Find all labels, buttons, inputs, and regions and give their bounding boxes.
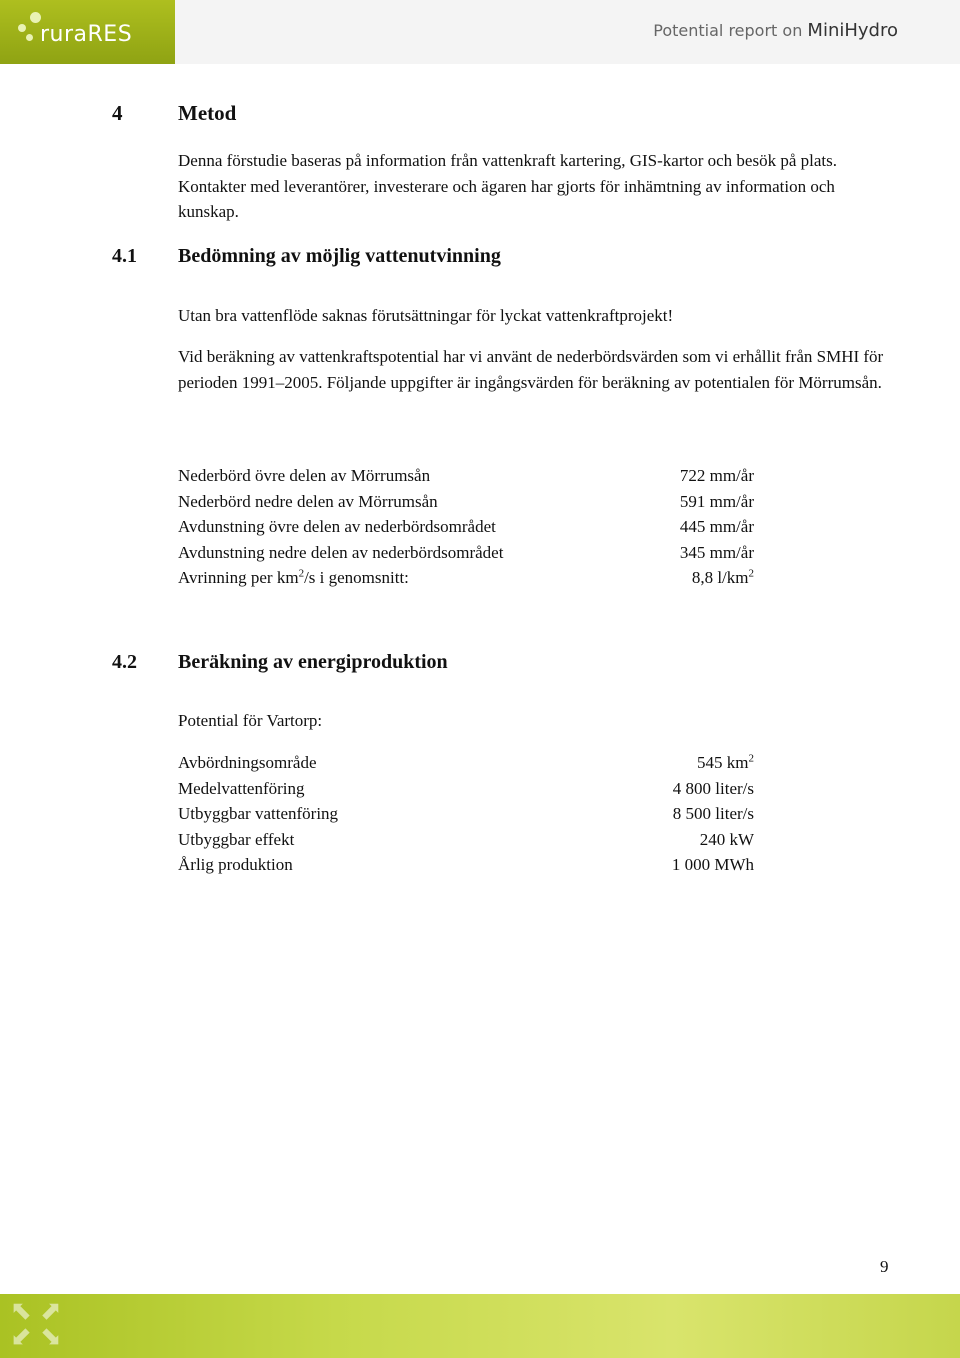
table-row	[178, 801, 754, 827]
row-value: 445 mm/år	[679, 517, 754, 536]
row-label: Årlig produktion	[178, 855, 293, 874]
superscript: 2	[748, 752, 754, 765]
logo-leaf-icon	[18, 24, 26, 32]
superscript: 2	[748, 567, 754, 580]
value-text: 8,8 l/km	[691, 568, 749, 587]
row-label: Avdunstning övre delen av nederbördsområdet	[178, 517, 496, 536]
table-row	[178, 776, 754, 802]
section-4-2-intro: Potential för Vartorp:	[178, 711, 323, 730]
page-footer	[0, 1294, 960, 1358]
report-title-name: MiniHydro	[807, 20, 898, 41]
section-4-2-number: 4.2	[112, 651, 137, 673]
table-row	[178, 540, 754, 566]
row-value: 8 500 liter/s	[672, 804, 754, 823]
row-label: Avdunstning nedre delen av nederbördsområdet	[178, 542, 504, 562]
row-label: Medelvattenföring	[178, 778, 305, 798]
row-value: 240 kW	[699, 829, 754, 849]
arrow-ne-icon: ⬈	[40, 1296, 62, 1326]
section-4-number: 4	[112, 101, 123, 125]
arrow-sw-icon: ⬋	[10, 1322, 32, 1352]
section-4-title: Metod	[178, 101, 237, 125]
report-title-prefix: Potential report on	[653, 21, 808, 40]
logo-text: ruraRES	[40, 22, 133, 47]
section-4-1-number: 4.1	[112, 245, 137, 267]
row-label: Avbördningsområde	[178, 753, 317, 772]
row-value	[697, 750, 754, 776]
logo-leaf-icon	[26, 34, 33, 41]
row-value: 4 800 liter/s	[672, 778, 754, 798]
section-4-1-paragraph-1: Utan bra vattenflöde saknas förutsättningar för lyckat vattenkraftprojekt!	[178, 306, 674, 325]
label-text: /s i genomsnitt:	[304, 568, 409, 587]
table-row	[178, 565, 754, 591]
table-row	[178, 463, 754, 489]
precipitation-table	[178, 463, 754, 591]
table-row	[178, 852, 754, 878]
superscript: 2	[298, 567, 305, 580]
row-label: Utbyggbar effekt	[178, 829, 295, 849]
row-value: 722 mm/år	[679, 466, 754, 485]
section-4-1-title: Bedömning av möjlig vattenutvinning	[178, 245, 501, 267]
row-value: 591 mm/år	[679, 491, 754, 511]
table-row	[178, 750, 754, 776]
table-row	[178, 514, 754, 540]
page-header	[0, 0, 960, 64]
row-label: Nederbörd nedre delen av Mörrumsån	[178, 491, 438, 511]
arrow-se-icon: ⬊	[40, 1322, 62, 1352]
report-title	[653, 20, 898, 41]
row-value: 345 mm/år	[679, 542, 754, 562]
row-value: 1 000 MWh	[671, 855, 754, 874]
page-number: 9	[880, 1257, 889, 1276]
row-value	[692, 565, 754, 591]
arrow-nw-icon: ⬉	[10, 1296, 32, 1326]
value-text: 545 km	[697, 753, 749, 772]
section-4-1-paragraph-2: Vid beräkning av vattenkraftspotential har vi använt de nederbördsvärden som vi erhållit från SMHI för perioden 1991–2005. Följande uppgifter är ingångsvärden för beräkning av potentialen för Mörrumsån.	[178, 347, 884, 392]
row-label: Nederbörd övre delen av Mörrumsån	[178, 466, 431, 485]
label-text: Avrinning per km	[178, 568, 299, 587]
section-4-2-title: Beräkning av energiproduktion	[178, 651, 448, 673]
table-row	[178, 489, 754, 515]
row-label: Utbyggbar vattenföring	[178, 804, 339, 823]
energy-table	[178, 750, 754, 878]
row-label	[178, 565, 409, 591]
ruraRES-logo	[0, 0, 175, 64]
table-row	[178, 827, 754, 853]
section-4-paragraph: Denna förstudie baseras på information från vattenkraft kartering, GIS-kartor och besök på plats. Kontakter med leverantörer, investerare och ägaren har gjorts för inhämtning av information och kunskap.	[178, 151, 837, 221]
